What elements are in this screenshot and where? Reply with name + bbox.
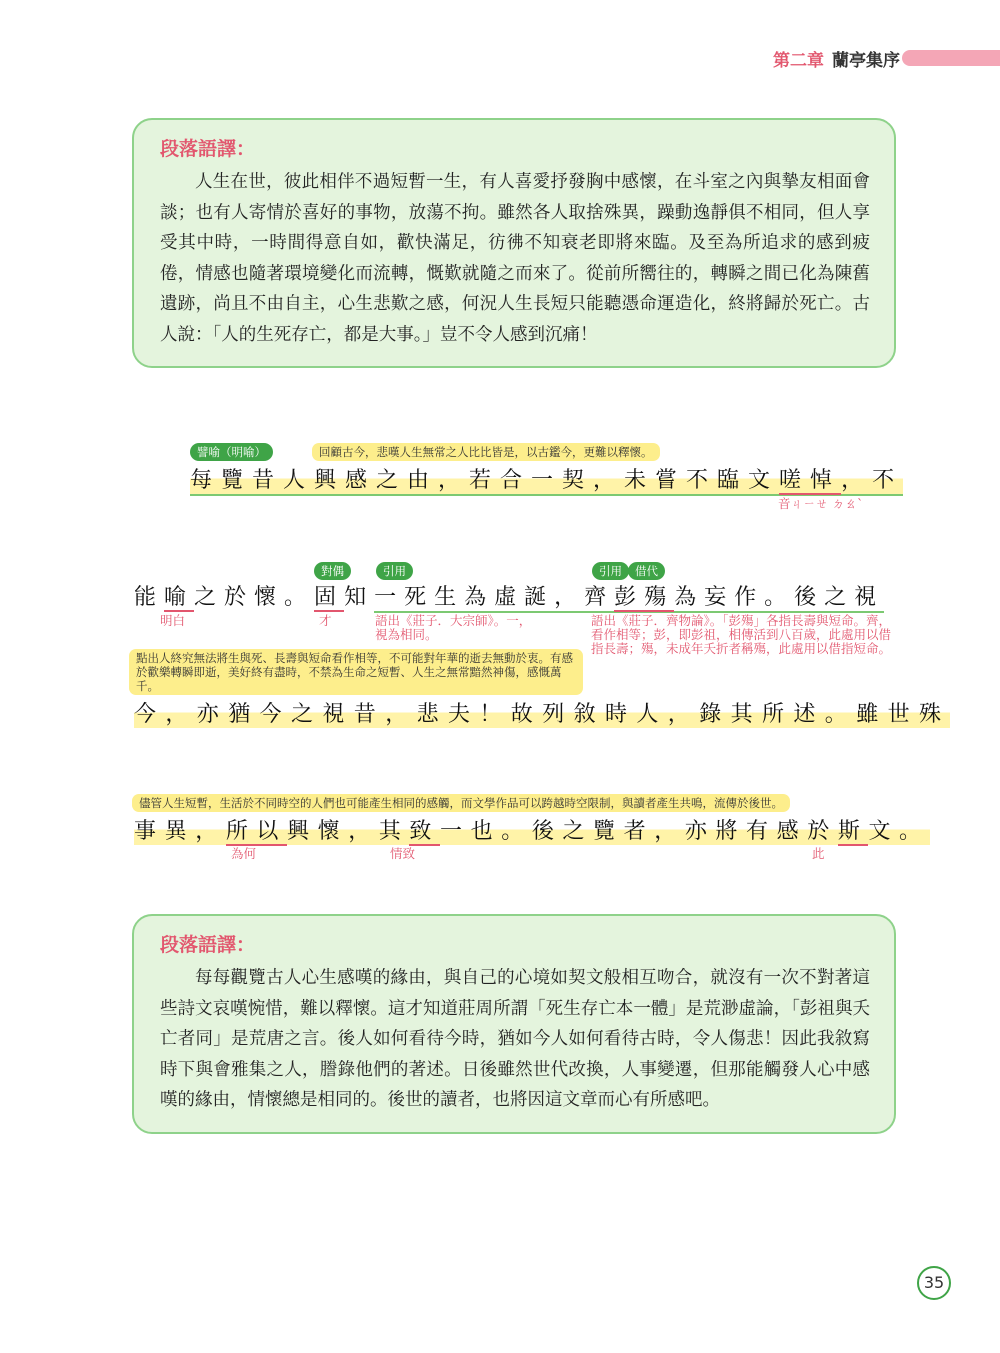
gloss-weihe: 為何 xyxy=(231,846,257,861)
gloss-qingzhi: 情致 xyxy=(390,846,416,861)
gloss-cai: 才 xyxy=(319,613,332,628)
note-life: 點出人終究無法將生與死、長壽與短命看作相等，不可能對年華的逝去無動於衷。有感於歡樂轉瞬即逝，美好終有盡時，不禁為生命之短暫、人生之無常黯然神傷，感慨萬千。 xyxy=(129,649,583,695)
word-pengshang: 彭殤 xyxy=(614,585,675,610)
note-recall: 回顧古今，悲嘆人生無常之人比比皆是，以古鑑今，更難以釋懷。 xyxy=(312,443,660,461)
word-yu: 喻 xyxy=(164,585,195,610)
translation-text: 每每觀覽古人心生感嘆的緣由，與自己的心境如契文般相互吻合，就沒有一次不對著這些詩文哀嘆惋惜，難以釋懷。這才知道莊周所謂「死生存亡本一體」是荒渺虛論，「彭祖與夭亡者同」是荒唐之言。後人如何看待今時，猶如今人如何看待古時，令人傷悲！因此我敘寫時下與會雅集之人，謄錄他們的著述。日後雖然世代改換，人事變遷，但那能觸發人心中感嘆的緣由，情懷總是相同的。後世的讀者，也將因這文章而心有所感吧。 xyxy=(160,968,870,1110)
text-seg: ，未嘗不臨文嗟悼，不 xyxy=(593,468,903,496)
note-resonance: 儘管人生短暫，生活於不同時空的人們也可能產生相同的感觸，而文學作品可以跨越時空限制，與讀者產生共鳴，流傳於後世。 xyxy=(132,794,790,812)
tag-duiou: 對偶 xyxy=(314,562,351,580)
running-header xyxy=(773,46,900,71)
gloss-ci: 此 xyxy=(812,846,825,861)
tag-yinyong-1: 引用 xyxy=(376,562,413,580)
text-line-2: 能喻之於懷。固知一死生為虛誕，齊彭殤為妄作。後之視 xyxy=(134,580,884,611)
translation-title: 段落語譯： xyxy=(160,138,256,160)
word-si: 斯 xyxy=(837,819,869,844)
chapter-label: 第二章 xyxy=(773,51,824,71)
translation-title: 段落語譯： xyxy=(160,934,256,956)
text-line-4: 事異，所以興懷，其致一也。後之覽者，亦將有感於斯文。 xyxy=(134,814,930,845)
gloss-zhuangzi-1: 語出《莊子．大宗師》。一，視為相同。 xyxy=(375,613,532,642)
word-gu: 固 xyxy=(314,585,345,610)
tag-jiedai: 借代 xyxy=(628,562,665,580)
gloss-mingbai: 明白 xyxy=(160,613,186,628)
translation-box-2 xyxy=(132,914,896,1134)
page-number: 35 xyxy=(917,1266,951,1300)
gloss-zhuangzi-2: 語出《莊子．齊物論》。「彭殤」各指長壽與短命。齊，看作相等；彭，即彭祖，相傳活到八百歲，此處用以借指長壽；殤，未成年夭折者稱殤，此處用以借指短命。 xyxy=(591,613,892,656)
tag-simile: 譬喻（明喻） xyxy=(190,443,273,461)
simile-phrase: 每覽昔人興感之由，若合一契 xyxy=(190,468,593,496)
quote-phrase-1: 一死生為虛誕， xyxy=(374,585,584,613)
word-zhi: 致 xyxy=(409,819,441,844)
tag-yinyong-2: 引用 xyxy=(592,562,629,580)
quote-phrase-2: 齊彭殤為妄作。後之視 xyxy=(584,585,884,613)
chapter-title: 蘭亭集序 xyxy=(832,51,900,71)
word-suoyi: 所以 xyxy=(225,819,288,844)
translation-box-1 xyxy=(132,118,896,368)
gloss-pronunciation: 音ㄐㄧㄝ ㄉㄠˋ xyxy=(778,496,864,511)
header-tab-decoration xyxy=(902,50,1000,66)
text-line-3: 今，亦猶今之視昔，悲夫！故列敘時人，錄其所述。雖世殊 xyxy=(134,697,950,728)
translation-text: 人生在世，彼此相伴不過短暫一生，有人喜愛抒發胸中感懷，在斗室之內與摯友相面會談；也有人寄情於喜好的事物，放蕩不拘。雖然各人取捨殊異，躁動逸靜俱不相同，但人享受其中時，一時間得意自如，歡快滿足，彷彿不知衰老即將來臨。及至為所追求的感到疲倦，情感也隨著環境變化而流轉，慨歎就隨之而來了。從前所嚮往的，轉瞬之間已化為陳舊遺跡，尚且不由自主，心生悲歎之感，何況人生長短只能聽憑命運造化，終將歸於死亡。古人說：「人的生死存亡，都是大事。」豈不令人感到沉痛！ xyxy=(160,172,870,345)
word-jiedao: 嗟悼 xyxy=(779,468,842,493)
text-line-1 xyxy=(190,463,903,494)
